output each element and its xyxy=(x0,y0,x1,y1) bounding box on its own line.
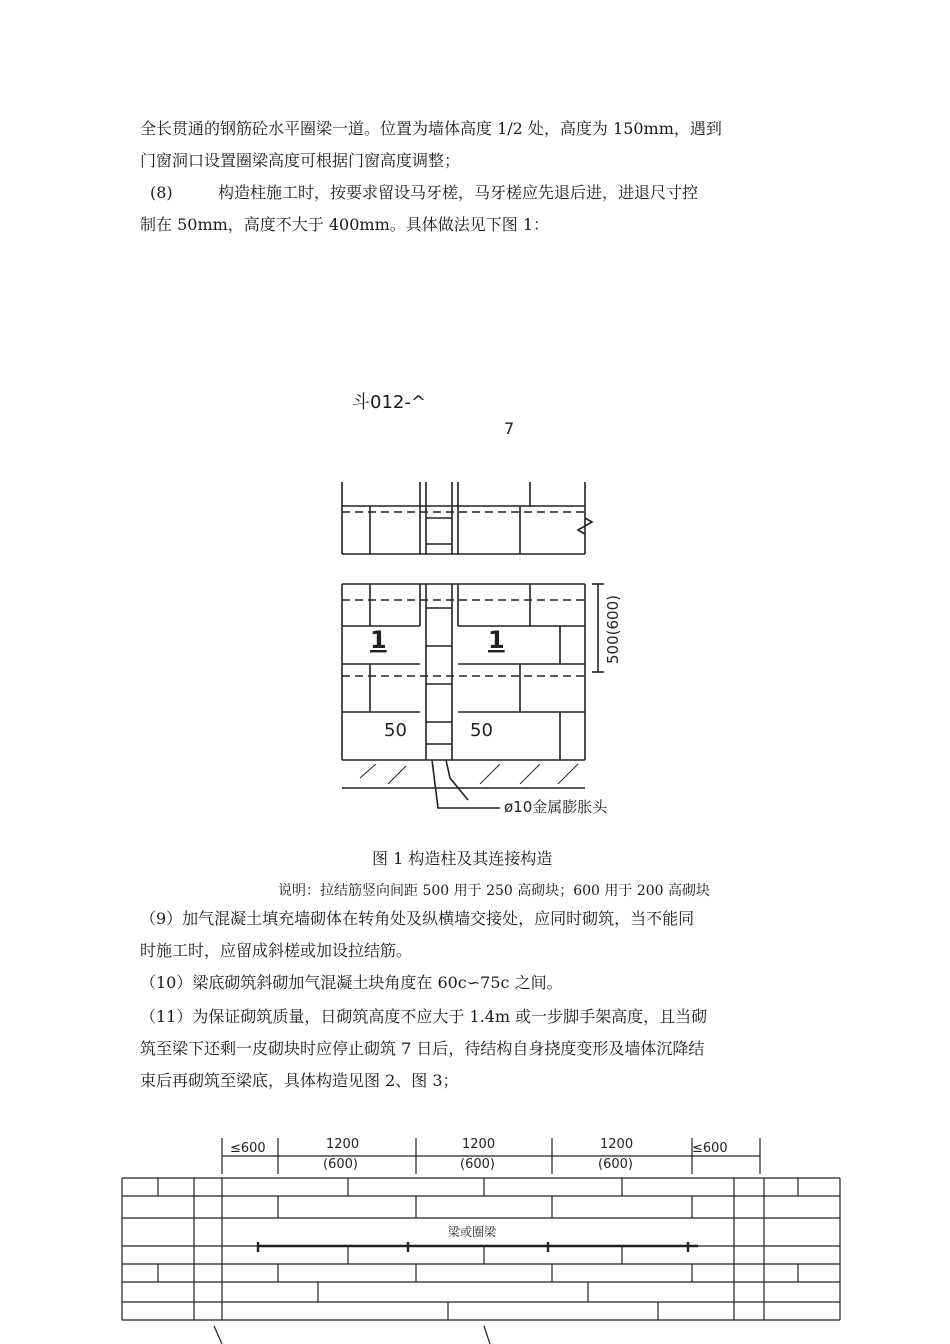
dimension-label: 50 xyxy=(470,720,493,741)
paragraph-line: 全长贯通的钢筋砼水平圈梁一道。位置为墙体高度 1/2 处，高度为 150mm，遇到 xyxy=(140,119,722,138)
figure-1-note: 说明：拉结筋竖向间距 500 用于 250 高砌块；600 用于 200 高砌块 xyxy=(278,883,711,899)
dimension-label: (600) xyxy=(460,1157,495,1172)
paragraph-line: 构造柱施工时，按要求留设马牙槎，马牙槎应先退后进，进退尺寸控 xyxy=(218,183,699,202)
stray-text: 斗012-^ xyxy=(352,392,426,413)
paragraph-line: （9）加气混凝土填充墙砌体在转角处及纵横墙交接处，应同时砌筑，当不能同 xyxy=(140,909,695,928)
figure-1-caption: 图 1 构造柱及其连接构造 xyxy=(372,849,553,868)
dimension-label: (600) xyxy=(323,1157,358,1172)
paragraph-line: 时施工时，应留成斜槎或加设拉结筋。 xyxy=(140,941,413,960)
figure-1-label: 1 xyxy=(488,626,505,654)
paragraph-line: （10）梁底砌筑斜砌加气混凝土块角度在 60c∽75c 之间。 xyxy=(140,973,563,992)
paragraph-line: 束后再砌筑至梁底，具体构造见图 2、图 3； xyxy=(140,1071,459,1090)
paragraph-line: 制在 50mm，高度不大于 400mm。具体做法见下图 1： xyxy=(140,215,550,234)
dimension-label: 1200 xyxy=(326,1137,360,1152)
figure-1-drawing xyxy=(330,478,650,818)
item-number: (8) xyxy=(150,183,173,202)
stray-text: 7 xyxy=(504,419,515,438)
dimension-label: 1200 xyxy=(462,1137,496,1152)
anchor-label: ø10金属膨胀头 xyxy=(504,798,608,816)
beam-label: 梁或圈梁 xyxy=(448,1225,497,1239)
dimension-label: ≤600 xyxy=(230,1141,266,1156)
dimension-label: 50 xyxy=(384,720,407,741)
dimension-label: 500(600) xyxy=(604,595,622,664)
paragraph-line: （11）为保证砌筑质量，日砌筑高度不应大于 1.4m 或一步脚手架高度，且当砌 xyxy=(140,1007,708,1026)
figure-1-label: 1 xyxy=(370,626,387,654)
figure-2-drawing xyxy=(118,1128,848,1344)
dimension-label: ≤600 xyxy=(692,1141,728,1156)
dimension-label: (600) xyxy=(598,1157,633,1172)
paragraph-line: 门窗洞口设置圈梁高度可根据门窗高度调整； xyxy=(140,151,461,170)
dimension-label: 1200 xyxy=(600,1137,634,1152)
paragraph-line: 筑至梁下还剩一皮砌块时应停止砌筑 7 日后，待结构自身挠度变形及墙体沉降结 xyxy=(140,1039,705,1058)
